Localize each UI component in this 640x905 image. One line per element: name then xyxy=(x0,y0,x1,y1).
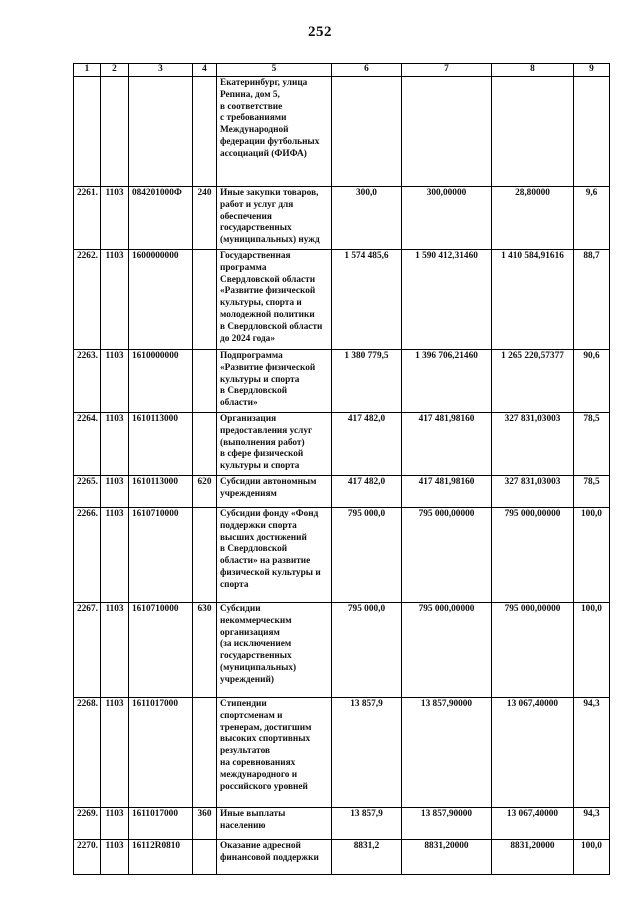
section-code: 1103 xyxy=(101,840,129,875)
item-name: Екатеринбург, улица Репина, дом 5, в соответствие с требованиями Международной федерации футбольных ассоциаций (ФИФА) xyxy=(217,77,332,187)
item-name: Субсидии автономным учреждениям xyxy=(217,476,332,508)
percent-value: 90,6 xyxy=(574,350,610,413)
row-number: 2265. xyxy=(74,476,101,508)
section-code: 1103 xyxy=(101,250,129,350)
section-code: 1103 xyxy=(101,413,129,476)
row-number: 2263. xyxy=(74,350,101,413)
row-number: 2269. xyxy=(74,808,101,840)
value-col-8 xyxy=(492,77,574,187)
budget-table xyxy=(73,63,610,875)
column-header: 9 xyxy=(574,64,610,77)
column-header: 2 xyxy=(101,64,129,77)
value-col-8: 8831,20000 xyxy=(492,840,574,875)
table-row xyxy=(74,476,610,508)
row-number xyxy=(74,77,101,187)
target-article-code: 1610710000 xyxy=(129,603,193,698)
item-name: Субсидии некоммерческим организациям (за исключением государственных (муниципальных) учреждений) xyxy=(217,603,332,698)
item-name: Стипендии спортсменам и тренерам, достигшим высоких спортивных результатов на соревнованиях международного и российского уровней xyxy=(217,698,332,808)
table-body xyxy=(74,77,610,875)
value-col-7: 13 857,90000 xyxy=(402,698,492,808)
percent-value: 100,0 xyxy=(574,508,610,603)
row-number: 2261. xyxy=(74,187,101,250)
value-col-7: 300,00000 xyxy=(402,187,492,250)
target-article-code: 084201000Ф xyxy=(129,187,193,250)
table-row xyxy=(74,250,610,350)
item-name: Подпрограмма «Развитие физической культуры и спорта в Свердловской области» xyxy=(217,350,332,413)
column-header: 1 xyxy=(74,64,101,77)
section-code: 1103 xyxy=(101,508,129,603)
target-article-code xyxy=(129,77,193,187)
value-col-7: 795 000,00000 xyxy=(402,603,492,698)
table-row xyxy=(74,187,610,250)
row-number: 2262. xyxy=(74,250,101,350)
row-number: 2267. xyxy=(74,603,101,698)
value-col-7: 1 396 706,21460 xyxy=(402,350,492,413)
item-name: Иные выплаты населению xyxy=(217,808,332,840)
table-row xyxy=(74,840,610,875)
column-header: 4 xyxy=(193,64,217,77)
value-col-6: 795 000,0 xyxy=(332,508,402,603)
row-number: 2268. xyxy=(74,698,101,808)
item-name: Оказание адресной финансовой поддержки xyxy=(217,840,332,875)
value-col-8: 1 410 584,91616 xyxy=(492,250,574,350)
value-col-6: 13 857,9 xyxy=(332,698,402,808)
section-code xyxy=(101,77,129,187)
table-row xyxy=(74,413,610,476)
value-col-7: 1 590 412,31460 xyxy=(402,250,492,350)
value-col-6: 300,0 xyxy=(332,187,402,250)
value-col-8: 327 831,03003 xyxy=(492,413,574,476)
table-row xyxy=(74,350,610,413)
value-col-7: 13 857,90000 xyxy=(402,808,492,840)
table-row xyxy=(74,698,610,808)
column-header: 6 xyxy=(332,64,402,77)
percent-value: 78,5 xyxy=(574,476,610,508)
target-article-code: 1611017000 xyxy=(129,698,193,808)
row-number: 2270. xyxy=(74,840,101,875)
column-header: 7 xyxy=(402,64,492,77)
percent-value: 100,0 xyxy=(574,840,610,875)
percent-value: 100,0 xyxy=(574,603,610,698)
page-number: 252 xyxy=(308,24,332,40)
target-article-code: 1610113000 xyxy=(129,413,193,476)
table-row xyxy=(74,808,610,840)
item-name: Субсидии фонду «Фонд поддержки спорта высших достижений в Свердловской области» на развитие физической культуры и спорта xyxy=(217,508,332,603)
value-col-6: 417 482,0 xyxy=(332,413,402,476)
item-name: Иные закупки товаров, работ и услуг для обеспечения государственных (муниципальных) нужд xyxy=(217,187,332,250)
percent-value: 94,3 xyxy=(574,698,610,808)
percent-value: 9,6 xyxy=(574,187,610,250)
row-number: 2266. xyxy=(74,508,101,603)
expense-type-code xyxy=(193,413,217,476)
percent-value xyxy=(574,77,610,187)
column-header: 8 xyxy=(492,64,574,77)
item-name: Организация предоставления услуг (выполнения работ) в сфере физической культуры и спорта xyxy=(217,413,332,476)
column-header: 3 xyxy=(129,64,193,77)
table-row xyxy=(74,603,610,698)
expense-type-code xyxy=(193,77,217,187)
section-code: 1103 xyxy=(101,187,129,250)
expense-type-code: 240 xyxy=(193,187,217,250)
target-article-code: 1611017000 xyxy=(129,808,193,840)
table-row xyxy=(74,508,610,603)
value-col-8: 327 831,03003 xyxy=(492,476,574,508)
value-col-7 xyxy=(402,77,492,187)
value-col-8: 795 000,00000 xyxy=(492,508,574,603)
table-header-row xyxy=(74,64,610,77)
percent-value: 94,3 xyxy=(574,808,610,840)
expense-type-code: 630 xyxy=(193,603,217,698)
value-col-6: 13 857,9 xyxy=(332,808,402,840)
value-col-6: 417 482,0 xyxy=(332,476,402,508)
value-col-8: 13 067,40000 xyxy=(492,808,574,840)
percent-value: 78,5 xyxy=(574,413,610,476)
item-name: Государственная программа Свердловской области «Развитие физической культуры, спорта и молодежной политики в Свердловской области до 2024 года» xyxy=(217,250,332,350)
value-col-8: 1 265 220,57377 xyxy=(492,350,574,413)
column-header: 5 xyxy=(217,64,332,77)
value-col-8: 795 000,00000 xyxy=(492,603,574,698)
target-article-code: 1610113000 xyxy=(129,476,193,508)
section-code: 1103 xyxy=(101,698,129,808)
row-number: 2264. xyxy=(74,413,101,476)
expense-type-code xyxy=(193,698,217,808)
value-col-8: 28,80000 xyxy=(492,187,574,250)
value-col-6: 1 574 485,6 xyxy=(332,250,402,350)
value-col-8: 13 067,40000 xyxy=(492,698,574,808)
value-col-7: 795 000,00000 xyxy=(402,508,492,603)
expense-type-code: 360 xyxy=(193,808,217,840)
expense-type-code xyxy=(193,508,217,603)
expense-type-code xyxy=(193,840,217,875)
value-col-7: 8831,20000 xyxy=(402,840,492,875)
value-col-6: 795 000,0 xyxy=(332,603,402,698)
value-col-6: 8831,2 xyxy=(332,840,402,875)
value-col-7: 417 481,98160 xyxy=(402,413,492,476)
expense-type-code xyxy=(193,250,217,350)
expense-type-code: 620 xyxy=(193,476,217,508)
value-col-6: 1 380 779,5 xyxy=(332,350,402,413)
percent-value: 88,7 xyxy=(574,250,610,350)
target-article-code: 1610000000 xyxy=(129,350,193,413)
target-article-code: 16112R0810 xyxy=(129,840,193,875)
target-article-code: 1610710000 xyxy=(129,508,193,603)
target-article-code: 1600000000 xyxy=(129,250,193,350)
value-col-7: 417 481,98160 xyxy=(402,476,492,508)
section-code: 1103 xyxy=(101,350,129,413)
section-code: 1103 xyxy=(101,808,129,840)
section-code: 1103 xyxy=(101,476,129,508)
section-code: 1103 xyxy=(101,603,129,698)
value-col-6 xyxy=(332,77,402,187)
expense-type-code xyxy=(193,350,217,413)
table-row xyxy=(74,77,610,187)
